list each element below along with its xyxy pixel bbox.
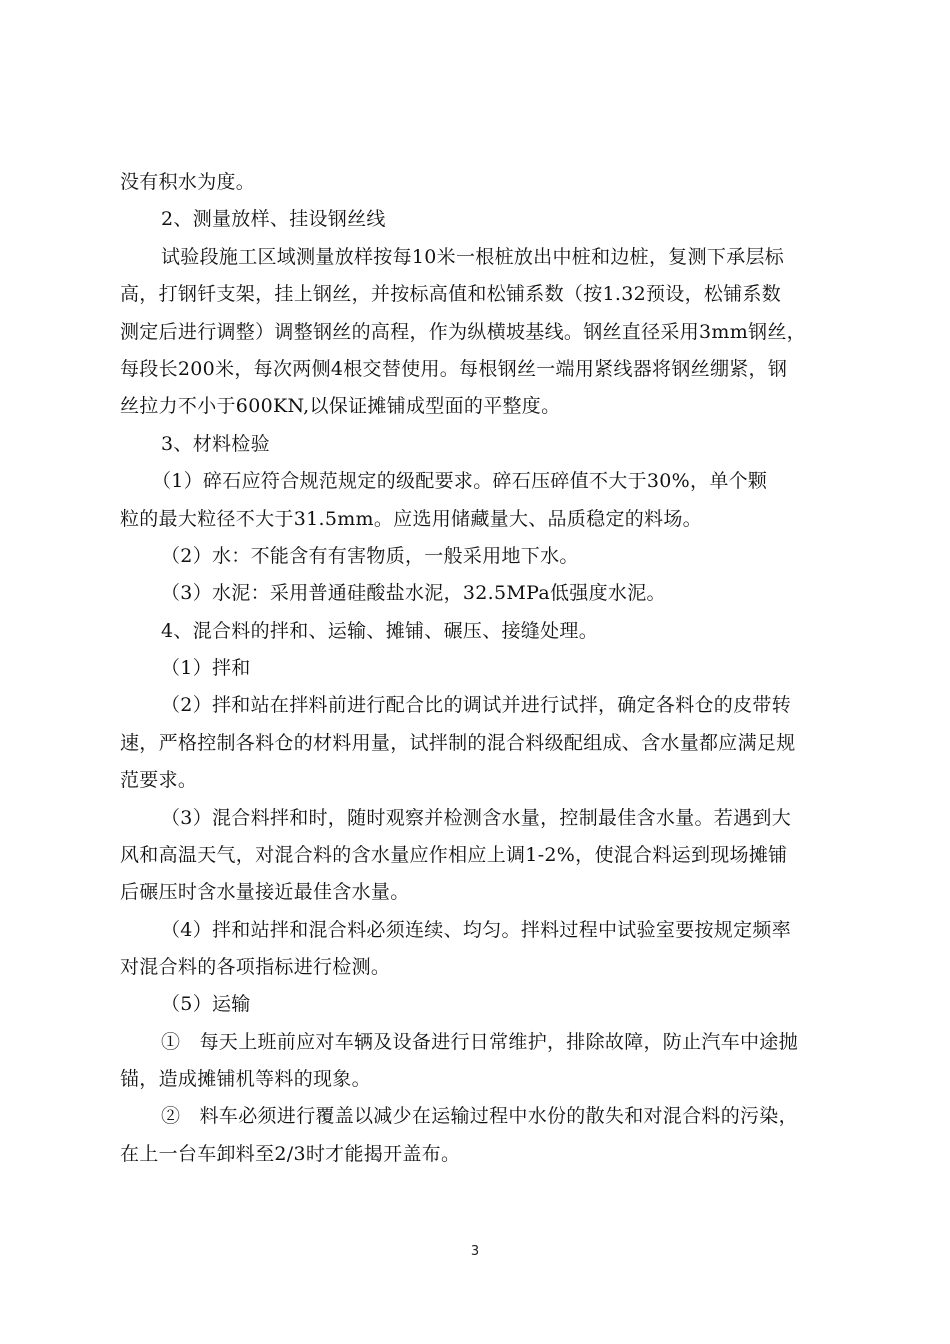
text-line: （2）拌和站在拌料前进行配合比的调试并进行试拌，确定各料仓的皮带转 [161,694,791,716]
text-line: 没有积水为度。 [120,171,256,193]
subsection-heading: （1）拌和 [161,657,251,679]
section-heading: 3、材料检验 [161,433,270,455]
text-line: 速，严格控制各料仓的材料用量，试拌制的混合料级配组成、含水量都应满足规 [120,732,796,754]
section-heading: 4、混合料的拌和、运输、摊铺、碾压、接缝处理。 [161,620,598,642]
text-line: 在上一台车卸料至2/3时才能揭开盖布。 [120,1143,461,1165]
page-number: 3 [470,1244,480,1259]
text-line: 每段长200米，每次两侧4根交替使用。每根钢丝一端用紧线器将钢丝绷紧，钢 [120,358,788,380]
text-line: 试验段施工区域测量放样按每10米一根桩放出中桩和边桩，复测下承层标 [161,246,785,268]
text-line: （2）水：不能含有有害物质，一般采用地下水。 [161,545,579,567]
text-line: 后碾压时含水量接近最佳含水量。 [120,881,410,903]
text-line: （3）水泥：采用普通硅酸盐水泥，32.5MPa低强度水泥。 [161,582,666,604]
text-line: 锚，造成摊铺机等料的现象。 [120,1068,371,1090]
text-line: 风和高温天气，对混合料的含水量应作相应上调1-2%，使混合料运到现场摊铺 [120,844,788,866]
text-line: 范要求。 [120,769,198,791]
text-line: （1）碎石应符合规范规定的级配要求。碎石压碎值不大于30%，单个颗 [152,470,768,492]
text-line: （3）混合料拌和时，随时观察并检测含水量，控制最佳含水量。若遇到大 [161,807,791,829]
text-line: 丝拉力不小于600KN,以保证摊铺成型面的平整度。 [120,395,561,417]
section-heading: 2、测量放样、挂设钢丝线 [161,208,386,230]
text-line: ① 每天上班前应对车辆及设备进行日常维护，排除故障，防止汽车中途抛 [161,1031,798,1053]
text-line: 粒的最大粒径不大于31.5mm。应选用储藏量大、品质稳定的料场。 [120,508,702,530]
text-line: ② 料车必须进行覆盖以减少在运输过程中水份的散失和对混合料的污染， [161,1105,798,1127]
text-line: 高，打钢钎支架，挂上钢丝，并按标高值和松铺系数（按1.32预设，松铺系数 [120,283,782,305]
text-line: 对混合料的各项指标进行检测。 [120,956,391,978]
text-line: 测定后进行调整）调整钢丝的高程，作为纵横坡基线。钢丝直径采用3mm钢丝， [120,321,806,343]
text-line: （4）拌和站拌和混合料必须连续、均匀。拌料过程中试验室要按规定频率 [161,919,791,941]
subsection-heading: （5）运输 [161,993,251,1015]
